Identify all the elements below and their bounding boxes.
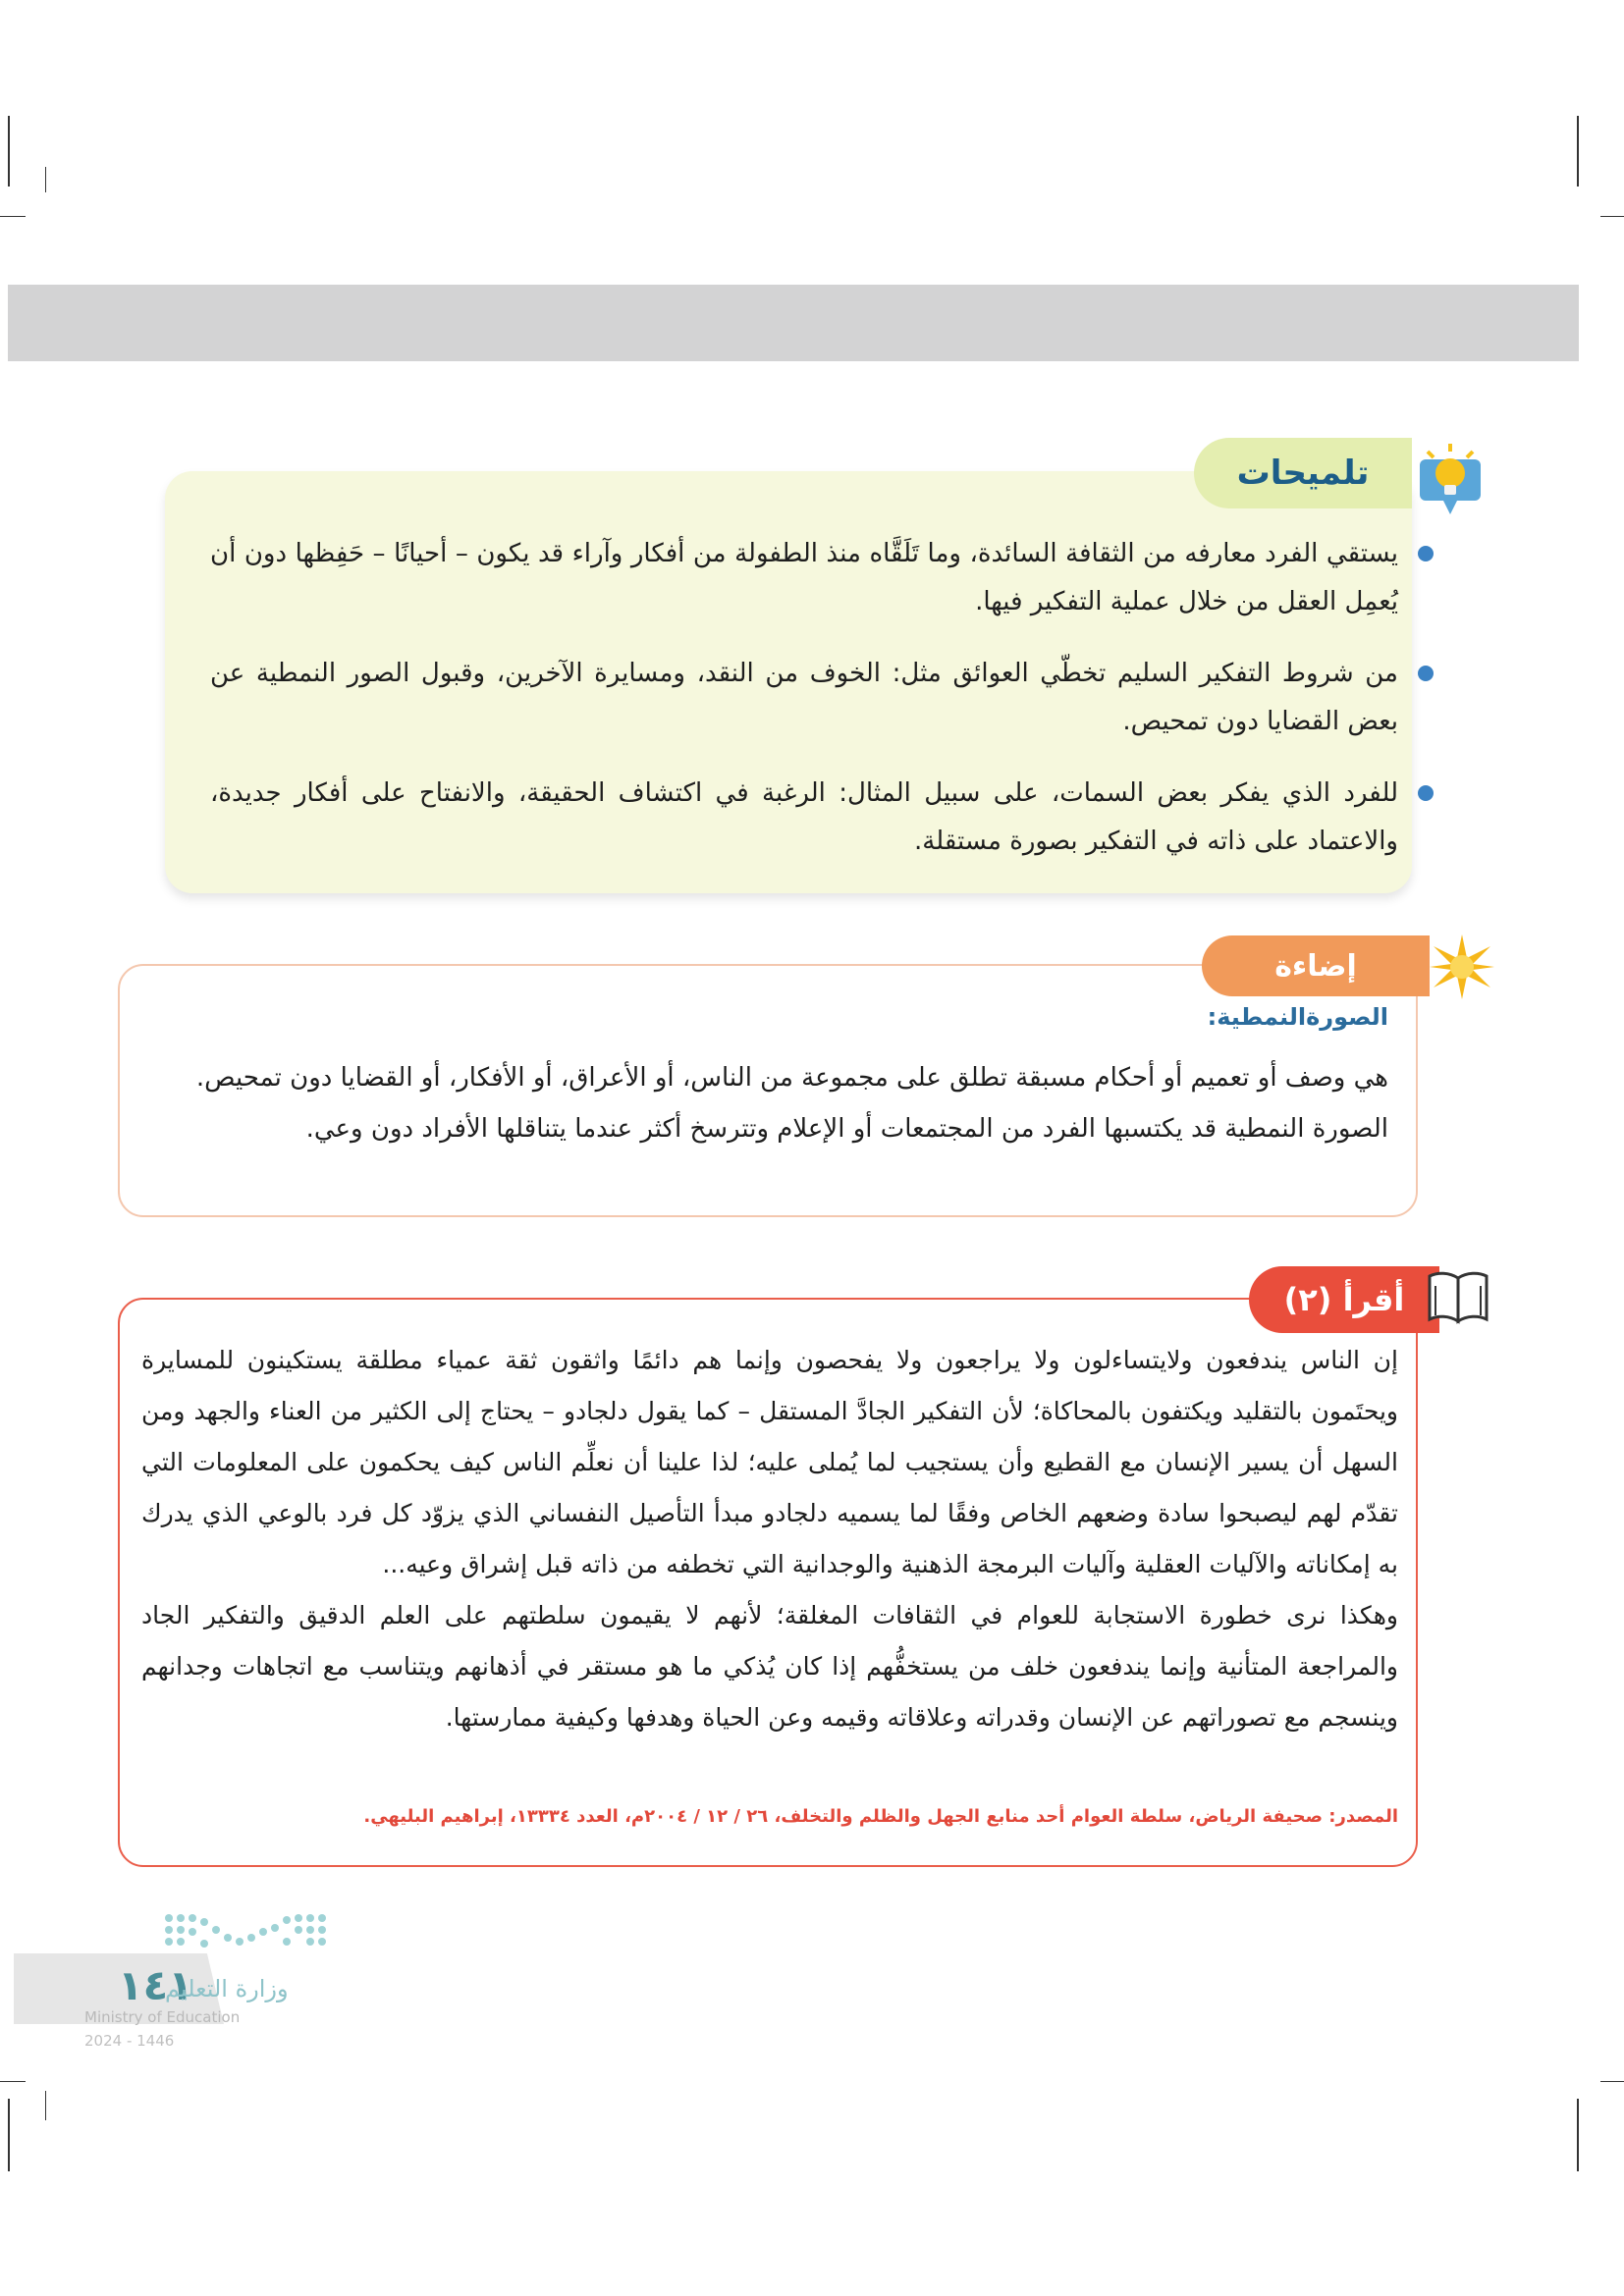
iqra-paragraph: إن الناس يندفعون ولايتساءلون ولا يراجعون ولا يفحصون وإنما هم دائمًا واثقون ثقة عمياء مطلقة يستكينون للمسايرة ويحتَمون بالتقليد ويكتفون بالمحاكاة؛ لأن التفكير الجادَّ المستقل – كما يقول دلجادو – يحتاج إلى الكثير من العناء والجهد ومن السهل أن يسير الإنسان مع القطيع وأن يستجيب لما يُملى عليه؛ لذا علينا أن نعلِّم الناس كيف يحكمون على المعلومات التي تقدّم لهم ليصبحوا سادة وضعهم الخاص وفقًا لما يسميه دلجادو مبدأ التأصيل النفساني الذي يزوّد كل فرد بالوعي الذي يدرك به إمكاناته والآليات العقلية وآليات البرمجة الذهنية والوجدانية التي تخطفه من ذاته قبل إشراق وعيه...: [141, 1346, 1398, 1578]
crop-mark: [8, 2099, 10, 2171]
tip-text: من شروط التفكير السليم تخطّي العوائق مثل: الخوف من النقد، ومسايرة الآخرين، وقبول الصور النمطية عن بعض القضايا دون تمحيص.: [210, 659, 1398, 736]
idaa-text: [151, 1052, 1388, 1154]
tip-item: [210, 530, 1398, 626]
ministry-name-en: Ministry of Education: [84, 2008, 241, 2026]
idaa-line: هي وصف أو تعميم أو أحكام مسبقة تطلق على مجموعة من الناس، أو الأعراق، أو الأفكار، أو القضايا دون تمحيص.: [195, 1063, 1388, 1093]
bullet-icon: [1418, 546, 1434, 561]
crop-mark: [0, 2081, 26, 2082]
header-band: [8, 285, 1579, 361]
crop-mark: [1600, 216, 1624, 217]
bullet-icon: [1418, 666, 1434, 681]
tip-item: [210, 770, 1398, 866]
idaa-header: [1202, 935, 1430, 996]
sun-icon: [1428, 933, 1496, 1001]
idaa-line: الصورة النمطية قد يكتسبها الفرد من المجتمعات أو الإعلام وتترسخ أكثر عندما يتناقلها الأفراد دون وعي.: [305, 1114, 1388, 1144]
iqra-text: [141, 1335, 1398, 1743]
iqra-title: أقرأ (٢): [1283, 1281, 1405, 1318]
ministry-year: 2024 - 1446: [84, 2032, 175, 2050]
crop-mark: [8, 116, 10, 187]
ministry-name-ar: وزارة التعليم: [165, 1975, 289, 2002]
idaa-title: إضاءة: [1274, 948, 1357, 984]
iqra-header: [1249, 1266, 1439, 1333]
page-number: ١٤١: [118, 1961, 193, 2009]
crop-mark: [45, 2091, 46, 2120]
tips-title: تلميحات: [1236, 454, 1370, 493]
iqra-source: المصدر: صحيفة الرياض، سلطة العوام أحد منابع الجهل والظلم والتخلف، ٢٦ / ١٢ / ٢٠٠٤م، العدد ١٣٣٣٤، إبراهيم البليهي.: [363, 1806, 1398, 1827]
crop-mark: [0, 216, 26, 217]
tips-header: [1194, 438, 1412, 508]
tips-list: [210, 530, 1398, 889]
lightbulb-icon: [1414, 438, 1487, 520]
book-icon: [1426, 1268, 1490, 1327]
iqra-paragraph: وهكذا نرى خطورة الاستجابة للعوام في الثقافات المغلقة؛ لأنهم لا يقيمون سلطتهم على العلم الدقيق والتفكير الجاد والمراجعة المتأنية وإنما يندفعون خلف من يستخفُّهم إذا كان يُذكي ما هو مستقر في أذهانهم ويتناسب مع اتجاهات وجدانهم وينسجم مع تصوراتهم عن الإنسان وقدراته وعلاقاته وقيمه وعن الحياة وهدفها وكيفية ممارستها.: [141, 1601, 1398, 1732]
crop-mark: [45, 167, 46, 192]
ministry-logo-dots-icon: [159, 1908, 332, 1957]
crop-mark: [1577, 2099, 1579, 2171]
crop-mark: [1577, 116, 1579, 187]
crop-mark: [1600, 2081, 1624, 2082]
bullet-icon: [1418, 785, 1434, 801]
tip-item: [210, 650, 1398, 746]
tip-text: يستقي الفرد معارفه من الثقافة السائدة، وما تَلَقَّاه منذ الطفولة من أفكار وآراء قد يكون – أحيانًا – حَفِظها دون أن يُعمِل العقل من خلال عملية التفكير فيها.: [210, 539, 1398, 616]
idaa-subtitle: الصورةالنمطية:: [1207, 1003, 1388, 1031]
tip-text: للفرد الذي يفكر بعض السمات، على سبيل المثال: الرغبة في اكتشاف الحقيقة، والانفتاح على أفكار جديدة، والاعتماد على ذاته في التفكير بصورة مستقلة.: [210, 778, 1398, 856]
